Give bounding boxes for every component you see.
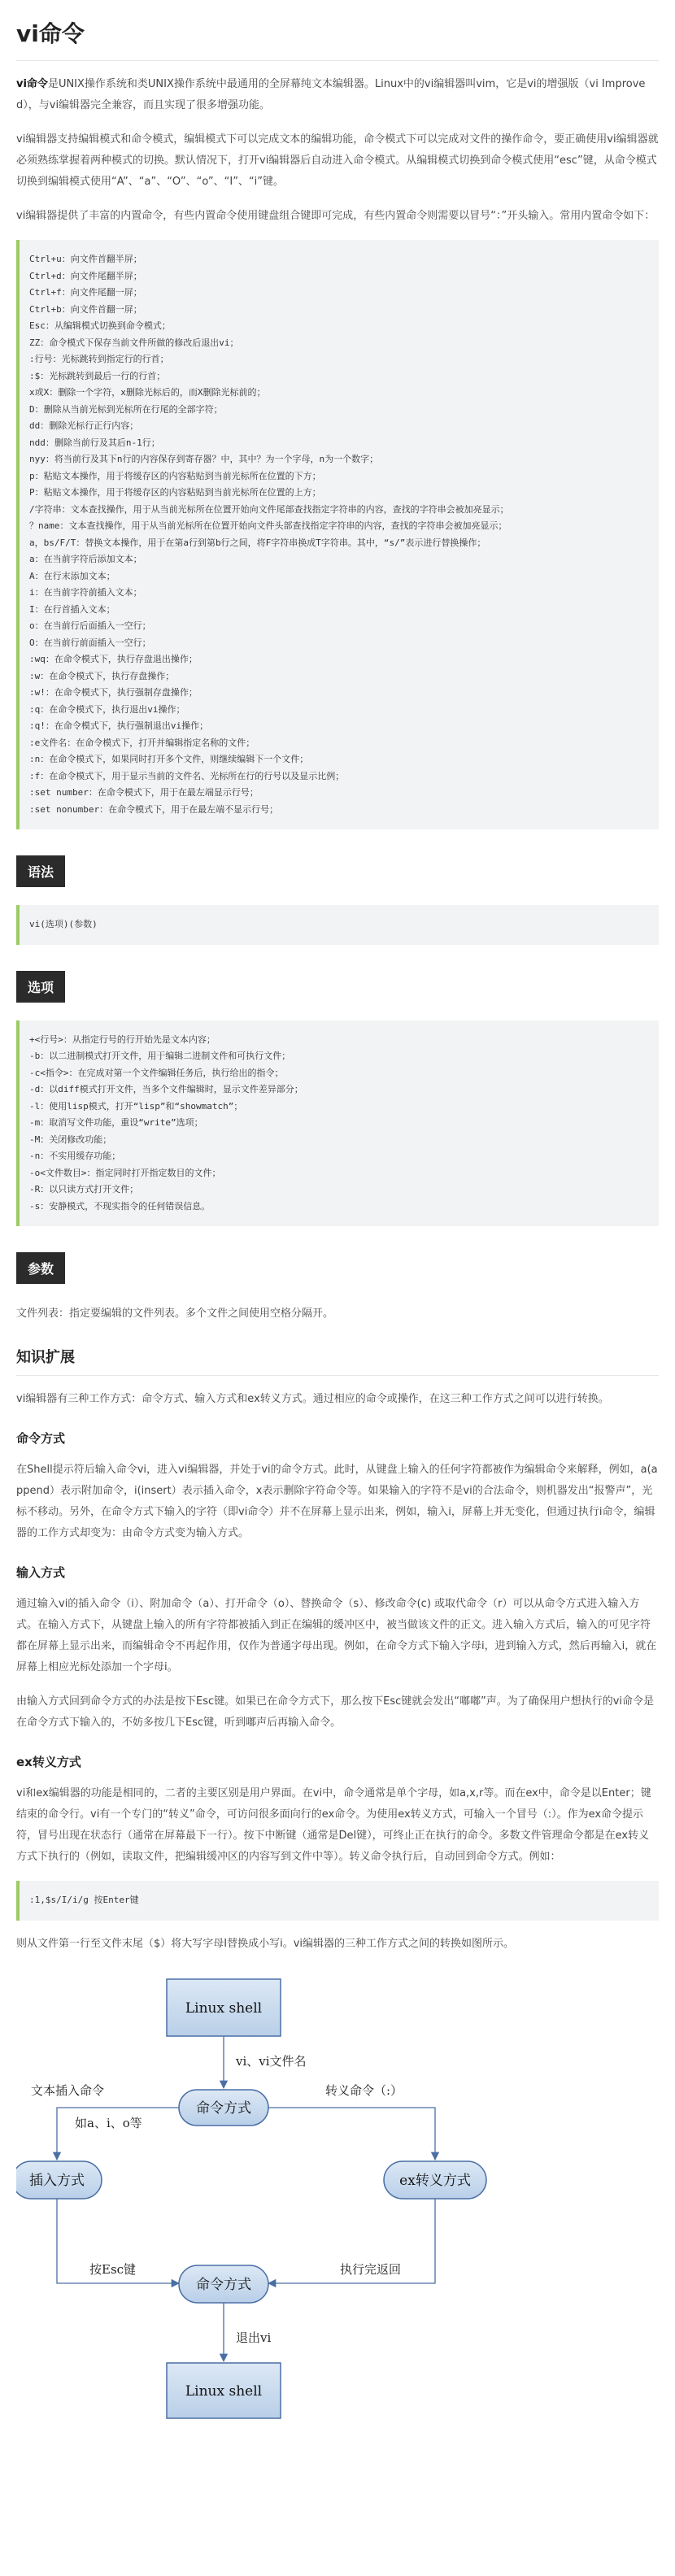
command-line: nyy：将当前行及其下n行的内容保存到寄存器？中，其中？为一个字母，n为一个数字；: [29, 454, 379, 464]
command-line: a：在当前字符后添加文本；: [29, 554, 142, 564]
ex-mode-text: vi和ex编辑器的功能是相同的，二者的主要区别是用户界面。在vi中，命令通常是单个字母，如a,x,r等。而在ex中，命令是以Enter；键结束的命令行。vi有一个专门的“转义”命令，可访问很多面向行的ex命令。为使用ex转义方式，可输入一个冒号（:）。作为ex命令提示符，冒号出现在状态行（通常在屏幕最下一行）。按下中断键（通常是Del键），可终止正在执行的命令。多数文件管理命令都是在ex转义方式下执行的（例如，读取文件，把编辑缓冲区的内容写到文件中等）。转义命令执行后，自动回到命令方式。例如：: [16, 1787, 651, 1863]
syntax-code-block: [16, 905, 659, 945]
command-line: :set nonumber：在命令模式下，用于在最左端不显示行号；: [29, 803, 279, 815]
modes-paragraph: vi编辑器支持编辑模式和命令模式，编辑模式下可以完成文本的编辑功能，命令模式下可以完成对文件的操作命令，要正确使用vi编辑器就必须熟练掌握着两种模式的切换。默认情况下，打开vi编辑器后自动进入命令模式。从编辑模式切换到命令模式使用“esc”键，从命令模式切换到编辑模式使用“A”、“a”、“O”、“o”、“I”、“i”键。: [16, 133, 659, 188]
node-command-mode-mid: [179, 2090, 268, 2126]
command-line: ndd：删除当前行及其后n-1行；: [29, 437, 160, 448]
command-line: Esc：从编辑模式切换到命令模式；: [29, 320, 171, 331]
command-line: Ctrl+u：向文件首翻半屏；: [29, 254, 142, 264]
label-escape-command: 转义命令（:）: [325, 2082, 403, 2098]
command-line: :f：在命令模式下，用于显示当前的文件名、光标所在行的行号以及显示比例；: [29, 770, 345, 781]
params-heading: 参数: [16, 1252, 65, 1284]
option-line: -n：不实用缓存功能；: [29, 1151, 121, 1161]
command-line: x或X：删除一个字符，x删除光标后的，而X删除光标前的；: [29, 387, 266, 398]
input-mode-text-2: 由输入方式回到命令方式的办法是按下Esc键。如果已在命令方式下，那么按下Esc键就会发出“嘟嘟”声。为了确保用户想执行的vi命令是在命令方式下输入的，不妨多按几下Esc键，听到嘟声后再输入命令。: [16, 1695, 655, 1729]
command-line: :w：在命令模式下，执行存盘操作；: [29, 670, 175, 681]
svg-text:ex转义方式: ex转义方式: [399, 2172, 471, 2189]
svg-text:命令方式: 命令方式: [196, 2100, 251, 2117]
mode-transition-diagram: [16, 1968, 659, 2488]
intro-paragraph: [16, 74, 659, 116]
input-mode-text-1: 通过输入vi的插入命令（i）、附加命令（a）、打开命令（o）、替换命令（s）、修改命令(c) 或取代命令（r）可以从命令方式进入输入方式。在输入方式下，从键盘上输入的所有字符都被插入到正在编辑的缓冲区中，被当做该文件的正文。进入输入方式后，输入的可见字符都在屏幕上显示出来，而编辑命令不再起作用，仅作为普通字母出现。例如，在命令方式下输入字母i，进到输入方式，然后再输入i，就在屏幕上相应光标处添加一个字母i。: [16, 1598, 657, 1673]
label-vi-filename: vi、vi文件名: [236, 2053, 307, 2069]
intro-bold: vi命令: [16, 78, 48, 90]
options-code-block: [16, 1020, 659, 1227]
command-line: ZZ：命令模式下保存当前文件所做的修改后退出vi；: [29, 337, 239, 348]
commands-code-block: [16, 240, 659, 829]
option-line: -b：以二进制模式打开文件，用于编辑二进制文件和可执行文件；: [29, 1051, 291, 1061]
label-return-after-exec: 执行完返回: [340, 2261, 402, 2277]
option-line: +<行号>：从指定行号的行开始先是文本内容；: [29, 1033, 216, 1045]
command-line: dd：删除光标行正行内容；: [29, 420, 139, 431]
option-line: -o<文件数目>：指定同时打开指定数目的文件；: [29, 1167, 221, 1178]
options-heading: 选项: [16, 971, 65, 1003]
command-line: A：在行末添加文本；: [29, 570, 115, 581]
edge-cmd-to-ex: [268, 2108, 435, 2160]
command-line: :q：在命令模式下，执行退出vi操作；: [29, 703, 185, 715]
svg-text:Linux shell: Linux shell: [185, 2382, 263, 2400]
diagram-svg: [16, 1968, 659, 2488]
option-line: -c<指令>：在完成对第一个文件编辑任务后，执行给出的指令；: [29, 1067, 284, 1078]
command-line: Ctrl+b：向文件首翻一屏；: [29, 303, 142, 315]
node-command-mode-bottom: [179, 2265, 268, 2303]
ex-mode-heading: ex转义方式: [16, 1755, 81, 1769]
option-line: -m：取消写文件功能，重设“write”选项；: [29, 1117, 203, 1128]
label-insert-keys: 如a、i、o等: [75, 2115, 142, 2130]
builtin-commands-paragraph: vi编辑器提供了丰富的内置命令，有些内置命令使用键盘组合键即可完成，有些内置命令则需要以冒号“：”开头输入。常用内置命令如下：: [16, 210, 655, 222]
label-press-esc: 按Esc键: [89, 2261, 137, 2277]
cmd-mode-text: 在Shell提示符后输入命令vi，进入vi编辑器，并处于vi的命令方式。此时，从键盘上输入的任何字符都被作为编辑命令来解释，例如，a(append）表示附加命令，i(insert）表示插入命令，x表示删除字符命令等。如果输入的字符不是vi的合法命令，则机器发出“报警声”，光标不移动。另外，在命令方式下输入的字符（即vi命令）并不在屏幕上显示出来，例如，输入i，屏幕上并无变化，但通过执行i命令，编辑器的工作方式却变为：由命令方式变为输入方式。: [16, 1464, 658, 1539]
option-line: -R：以只读方式打开文件；: [29, 1184, 139, 1194]
option-line: -d：以diff模式打开文件，当多个文件编辑时，显示文件差异部分；: [29, 1084, 303, 1094]
ex-code-block: [16, 1881, 659, 1921]
command-line: Ctrl+d：向文件尾翻半屏；: [29, 270, 142, 281]
page-title: vi命令: [16, 0, 659, 61]
command-line: /字符串：文本查找操作，用于从当前光标所在位置开始向文件尾部查找指定字符串的内容，查找的字符串会被加亮显示；: [29, 503, 509, 515]
command-line: P：粘贴文本操作，用于将缓存区的内容粘贴到当前光标所在位置的上方；: [29, 487, 321, 498]
option-line: -l：使用lisp模式，打开“lisp”和“showmatch”；: [29, 1100, 243, 1112]
command-line: Ctrl+f：向文件尾翻一屏；: [29, 287, 142, 298]
svg-text:命令方式: 命令方式: [196, 2276, 251, 2293]
command-line: :wq：在命令模式下，执行存盘退出操作；: [29, 654, 198, 664]
option-line: -s：安静模式，不现实指令的任何错误信息。: [29, 1200, 211, 1212]
command-line: :e文件名：在命令模式下，打开并编辑指定名称的文件；: [29, 737, 255, 748]
option-line: -M：关闭修改功能；: [29, 1134, 112, 1145]
node-shell-bottom: [167, 2363, 281, 2418]
command-line: :q!：在命令模式下，执行强制退出vi操作；: [29, 720, 209, 731]
params-text: 文件列表：指定要编辑的文件列表。多个文件之间使用空格分隔开。: [16, 1308, 334, 1320]
command-line: :$：光标跳转到最后一行的行首；: [29, 370, 166, 381]
ex-code: :1,$s/I/i/g 按Enter键: [29, 1895, 139, 1905]
label-exit-vi: 退出vi: [236, 2330, 272, 2345]
command-line: :n：在命令模式下，如果同时打开多个文件，则继续编辑下一个文件；: [29, 754, 309, 764]
command-line: :w!：在命令模式下，执行强制存盘操作；: [29, 687, 198, 698]
command-line: a，bs/F/T：替换文本操作，用于在第a行到第b行之间，将F字符串换成T字符串。其中，“s/”表示进行替换操作；: [29, 537, 486, 548]
syntax-heading: 语法: [16, 855, 65, 887]
knowledge-heading: 知识扩展: [16, 1346, 659, 1376]
node-ex-mode: [384, 2161, 486, 2199]
command-line: :行号：光标跳转到指定行的行首；: [29, 354, 169, 364]
svg-text:Linux shell: Linux shell: [185, 1999, 263, 2017]
label-insert-command: 文本插入命令: [31, 2082, 105, 2098]
command-line: i：在当前字符前插入文本；: [29, 587, 142, 598]
intro-text: 是UNIX操作系统和类UNIX操作系统中最通用的全屏幕纯文本编辑器。Linux中的vi编辑器叫vim，它是vi的增强版（vi Improved），与vi编辑器完全兼容，而且实现了很多增强功能。: [16, 78, 646, 111]
input-mode-heading: 输入方式: [16, 1565, 66, 1580]
node-insert-mode: [16, 2161, 102, 2199]
knowledge-intro: vi编辑器有三种工作方式：命令方式、输入方式和ex转义方式。通过相应的命令或操作，在这三种工作方式之间可以进行转换。: [16, 1393, 609, 1405]
command-line: p：粘贴文本操作，用于将缓存区的内容粘贴到当前光标所在位置的下方；: [29, 470, 321, 481]
command-line: O：在当前行前面插入一空行；: [29, 637, 151, 648]
svg-text:插入方式: 插入方式: [29, 2172, 85, 2189]
cmd-mode-heading: 命令方式: [16, 1431, 66, 1446]
syntax-code: vi(选项)(参数): [29, 919, 98, 929]
command-line: :set number：在命令模式下，用于在最左端显示行号；: [29, 787, 259, 798]
command-line: I：在行首插入文本；: [29, 603, 115, 615]
command-line: ？name：文本查找操作，用于从当前光标所在位置开始向文件头部查找指定字符串的内容，查找的字符串会被加亮显示；: [29, 520, 507, 531]
command-line: D：删除从当前光标到光标所在行尾的全部字符；: [29, 403, 223, 415]
ex-mode-after: 则从文件第一行至文件末尾（$）将大写字母I替换成小写i。vi编辑器的三种工作方式之间的转换如图所示。: [16, 1937, 515, 1950]
node-shell-top: [167, 1979, 281, 2036]
command-line: o：在当前行后面插入一空行；: [29, 620, 151, 631]
